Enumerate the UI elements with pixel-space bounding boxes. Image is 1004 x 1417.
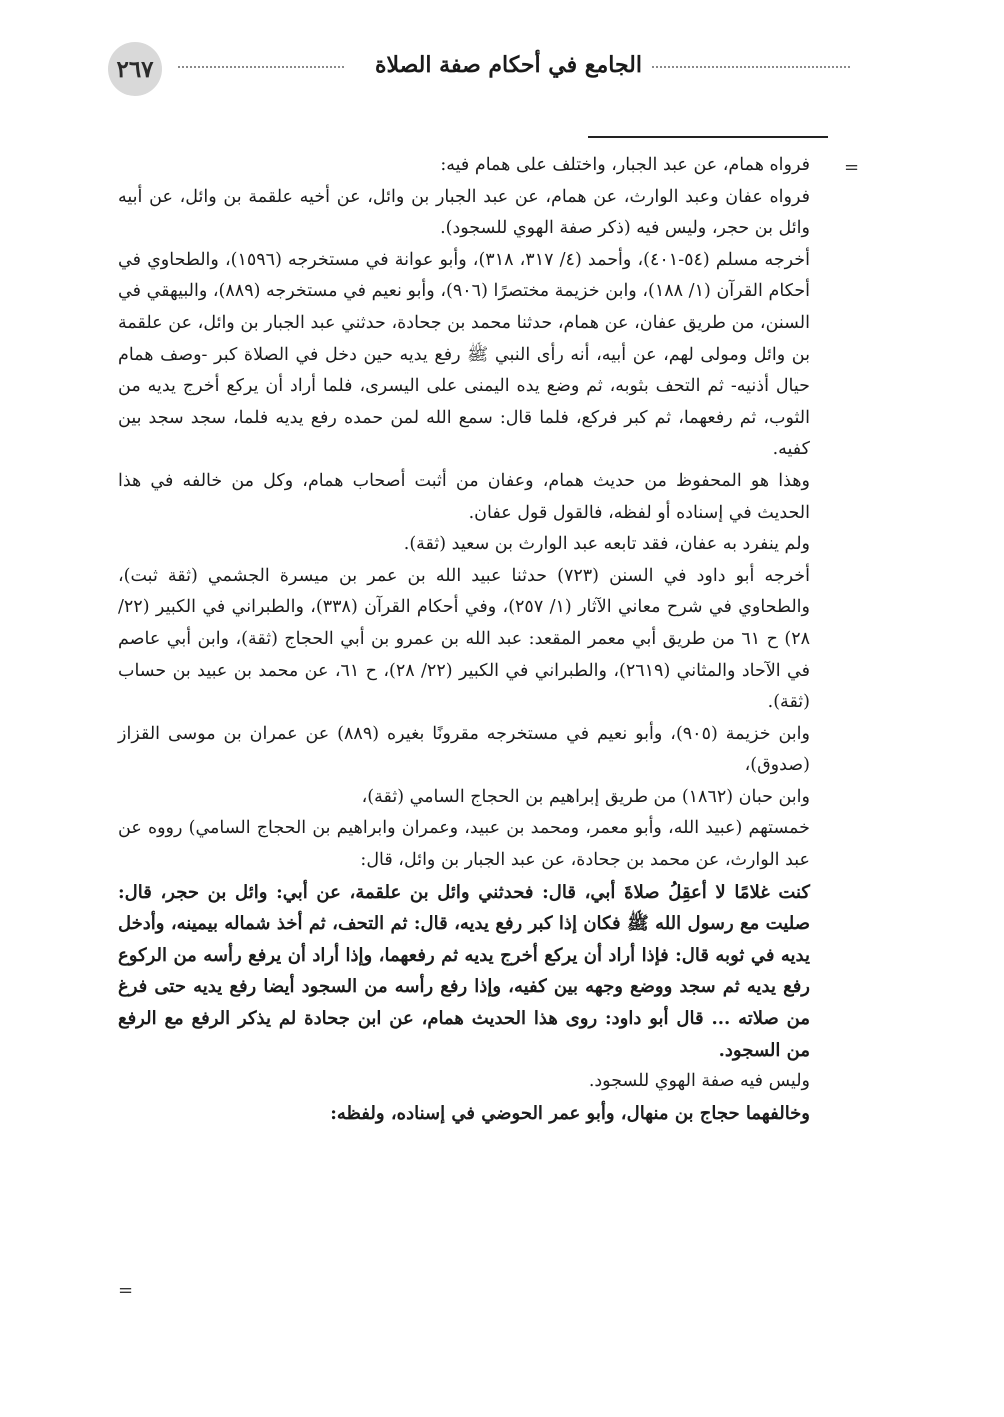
paragraph: وهذا هو المحفوظ من حديث همام، وعفان من أثبت أصحاب همام، وكل من خالفه في هذا الحديث في إسناده أو لفظه، فالقول قول عفان. [118,470,810,523]
running-header-title: الجامع في أحكام صفة الصلاة [374,52,642,78]
paragraph: فرواه عفان وعبد الوارث، عن همام، عن عبد الجبار بن وائل، عن أخيه علقمة بن وائل، عن أبيه وائل بن حجر، وليس فيه (ذكر صفة الهوي للسجود). [118,186,810,239]
paragraph: أخرجه مسلم (٥٤-٤٠١)، وأحمد (٤/ ٣١٧، ٣١٨)، وأبو عوانة في مستخرجه (١٥٩٦)، والطحاوي في أحكام القرآن (١/ ١٨٨)، وابن خزيمة مختصرًا (٩٠٦)، وأبو نعيم في مستخرجه (٨٨٩)، والبيهقي في السنن، من طريق عفان، عن همام، حدثنا محمد بن جحادة، حدثني عبد الجبار بن وائل، عن علقمة بن وائل ومولى لهم، عن أبيه، أنه رأى النبي ﷺ رفع يديه حين دخل في الصلاة كبر -وصف همام حيال أذنيه- ثم التحف بثوبه، ثم وضع يده اليمنى على اليسرى، فلما أراد أن يركع أخرج يديه من الثوب، ثم رفعهما، ثم كبر فركع، فلما قال: سمع الله لمن حمده رفع يديه فلما، سجد سجد بين كفيه. [118,249,811,460]
continuation-mark-bottom: = [118,1280,134,1301]
paragraph: وابن حبان (١٨٦٢) من طريق إبراهيم بن الحجاج السامي (ثقة)، [361,786,810,807]
paragraph: خمستهم (عبيد الله، وأبو معمر، ومحمد بن عبيد، وعمران وابراهيم بن الحجاج السامي) رووه عن عبد الوارث، عن محمد بن جحادة، عن عبد الجبار بن وائل، قال: [118,818,810,871]
paragraph: فرواه همام، عن عبد الجبار، واختلف على همام فيه: [440,155,810,175]
hadith-quote-paragraph: كنت غلامًا لا أعقِلُ صلاةَ أبي، قال: فحدثني وائل بن علقمة، عن أبي: وائل بن حجر، قال: صليت مع رسول الله ﷺ فكان إذا كبر رفع يديه، قال: ثم التحف، ثم أخذ شماله بيمينه، وأدخل يديه في ثوبه قال: فإذا أراد أن يركع أخرج يديه ثم رفعهما، وإذا أراد أن يرفع رأسه من الركوع رفع يديه ثم سجد ووضع وجهه بين كفيه، وإذا رفع رأسه من السجود أيضا رفع يديه حتى فرغ من صلاته ... قال أبو داود: روى هذا الحديث همام، عن ابن جحادة لم يذكر الرفع مع الرفع من السجود. [118,881,811,1061]
page-number-badge: ٢٦٧ [108,42,162,96]
footnote-body [118,150,810,1129]
paragraph: وابن خزيمة (٩٠٥)، وأبو نعيم في مستخرجه مقرونًا بغيره (٨٨٩) عن عمران بن موسى القزاز (صدوق)، [118,723,810,776]
header-dotted-leader-right [652,66,850,68]
paragraph: وليس فيه صفة الهوي للسجود. [588,1071,810,1092]
paragraph-bold: وخالفهما حجاج بن منهال، وأبو عمر الحوضي في إسناده، ولفظه: [330,1102,810,1124]
continuation-mark-top: = [844,157,860,178]
paragraph: أخرجه أبو داود في السنن (٧٢٣) حدثنا عبيد الله بن عمر بن ميسرة الجشمي (ثقة ثبت)، والطحاوي في شرح معاني الآثار (١/ ٢٥٧)، وفي أحكام القرآن (٣٣٨)، والطبراني في الكبير (٢٢/ ٢٨) ح ٦١ من طريق أبي معمر المقعد: عبد الله بن عمرو بن أبي الحجاج (ثقة)، وابن أبي عاصم في الآحاد والمثاني (٢٦١٩)، والطبراني في الكبير (٢٢/ ٢٨)، ح ٦١، عن محمد بن عبيد بن حساب (ثقة). [118,565,811,713]
paragraph: ولم ينفرد به عفان، فقد تابعه عبد الوارث بن سعيد (ثقة). [403,534,810,555]
header-dotted-leader-left [178,66,344,68]
page-header [108,42,850,98]
footnote-separator-rule [588,136,828,138]
